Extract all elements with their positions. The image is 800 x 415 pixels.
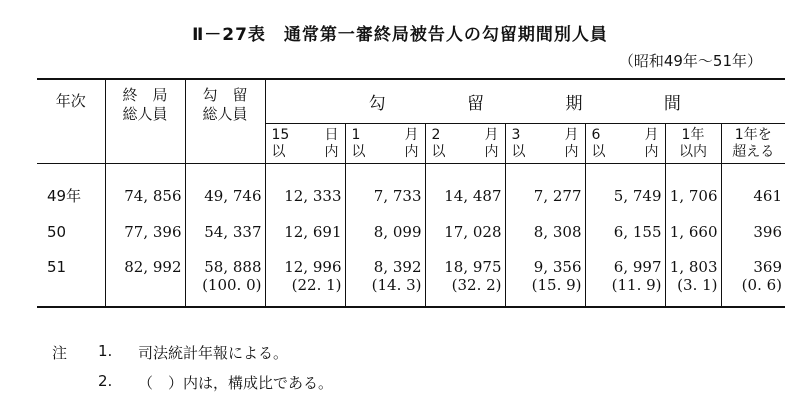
- cell-value: 8, 392 (14. 3): [345, 250, 425, 307]
- note-item: [52, 342, 333, 372]
- cell-value: 1, 660: [665, 214, 721, 250]
- cell-detained: 54, 337: [185, 214, 265, 250]
- header-period-1m: 1 月 以 内: [345, 123, 425, 163]
- table-row: [37, 163, 785, 214]
- header-period-1y: 1年 以内: [665, 123, 721, 163]
- note-number: 2.: [98, 372, 113, 390]
- cell-value: 9, 356 (15. 9): [505, 250, 585, 307]
- cell-value: 7, 733: [345, 163, 425, 214]
- header-period-over-1y: 1年を 超える: [721, 123, 785, 163]
- cell-value: 12, 691: [265, 214, 345, 250]
- header-period-6m: 6 月 以 内: [585, 123, 665, 163]
- cell-value: 8, 308: [505, 214, 585, 250]
- cell-value: 1, 706: [665, 163, 721, 214]
- cell-value: 7, 277: [505, 163, 585, 214]
- table-title: Ⅱ－27表 通常第一審終局被告人の勾留期間別人員: [192, 25, 608, 45]
- cell-value: 6, 997 (11. 9): [585, 250, 665, 307]
- header-period-3m: 3 月 以 内: [505, 123, 585, 163]
- header-year: 年次: [37, 79, 105, 163]
- cell-value: 369 (0. 6): [741, 257, 782, 294]
- cell-value: 461: [753, 186, 782, 205]
- table-row: [37, 250, 785, 307]
- cell-value: 8, 099: [345, 214, 425, 250]
- header-detained: [185, 79, 265, 163]
- header-detention-period-group: [265, 79, 785, 123]
- cell-year: 49年: [37, 163, 105, 214]
- cell-value: 12, 996 (22. 1): [265, 250, 345, 307]
- cell-value: 18, 975 (32. 2): [425, 250, 505, 307]
- header-period-15d: 15 日 以 内: [265, 123, 345, 163]
- cell-year: 51: [37, 250, 105, 307]
- table-notes: [52, 342, 333, 402]
- group-char: 留: [467, 93, 486, 114]
- cell-year: 50: [37, 214, 105, 250]
- header-detained-line2: 総人員: [202, 105, 248, 123]
- note-label: 注: [52, 344, 68, 362]
- cell-total: 82, 992: [105, 250, 185, 307]
- note-text: 司法統計年報による。: [138, 344, 289, 362]
- cell-value: 14, 487: [425, 163, 505, 214]
- cell-detained: 49, 746: [185, 163, 265, 214]
- group-char: 間: [663, 93, 682, 114]
- cell-value: 1, 803 (3. 1): [665, 250, 721, 307]
- detention-period-table: [37, 78, 785, 308]
- header-period-2m: 2 月 以 内: [425, 123, 505, 163]
- note-number: 1.: [98, 342, 113, 360]
- header-total: [105, 79, 185, 163]
- header-total-line1: 終 局: [122, 86, 168, 104]
- cell-value: 17, 028: [425, 214, 505, 250]
- group-char: 期: [565, 93, 584, 114]
- cell-value: 6, 155: [585, 214, 665, 250]
- cell-value: 5, 749: [585, 163, 665, 214]
- note-item: [52, 372, 333, 402]
- cell-value: 12, 333: [265, 163, 345, 214]
- cell-total: 77, 396: [105, 214, 185, 250]
- cell-detained: 58, 888 (100. 0): [185, 250, 265, 307]
- cell-total: 74, 856: [105, 163, 185, 214]
- cell-value: 396: [753, 222, 782, 241]
- table-period: （昭和49年～51年）: [618, 52, 762, 70]
- header-total-line2: 総人員: [122, 105, 168, 123]
- note-text: （ ）内は，構成比である。: [138, 374, 334, 392]
- table-row: [37, 214, 785, 250]
- group-char: 勾: [368, 93, 387, 114]
- header-detained-line1: 勾 留: [202, 86, 248, 104]
